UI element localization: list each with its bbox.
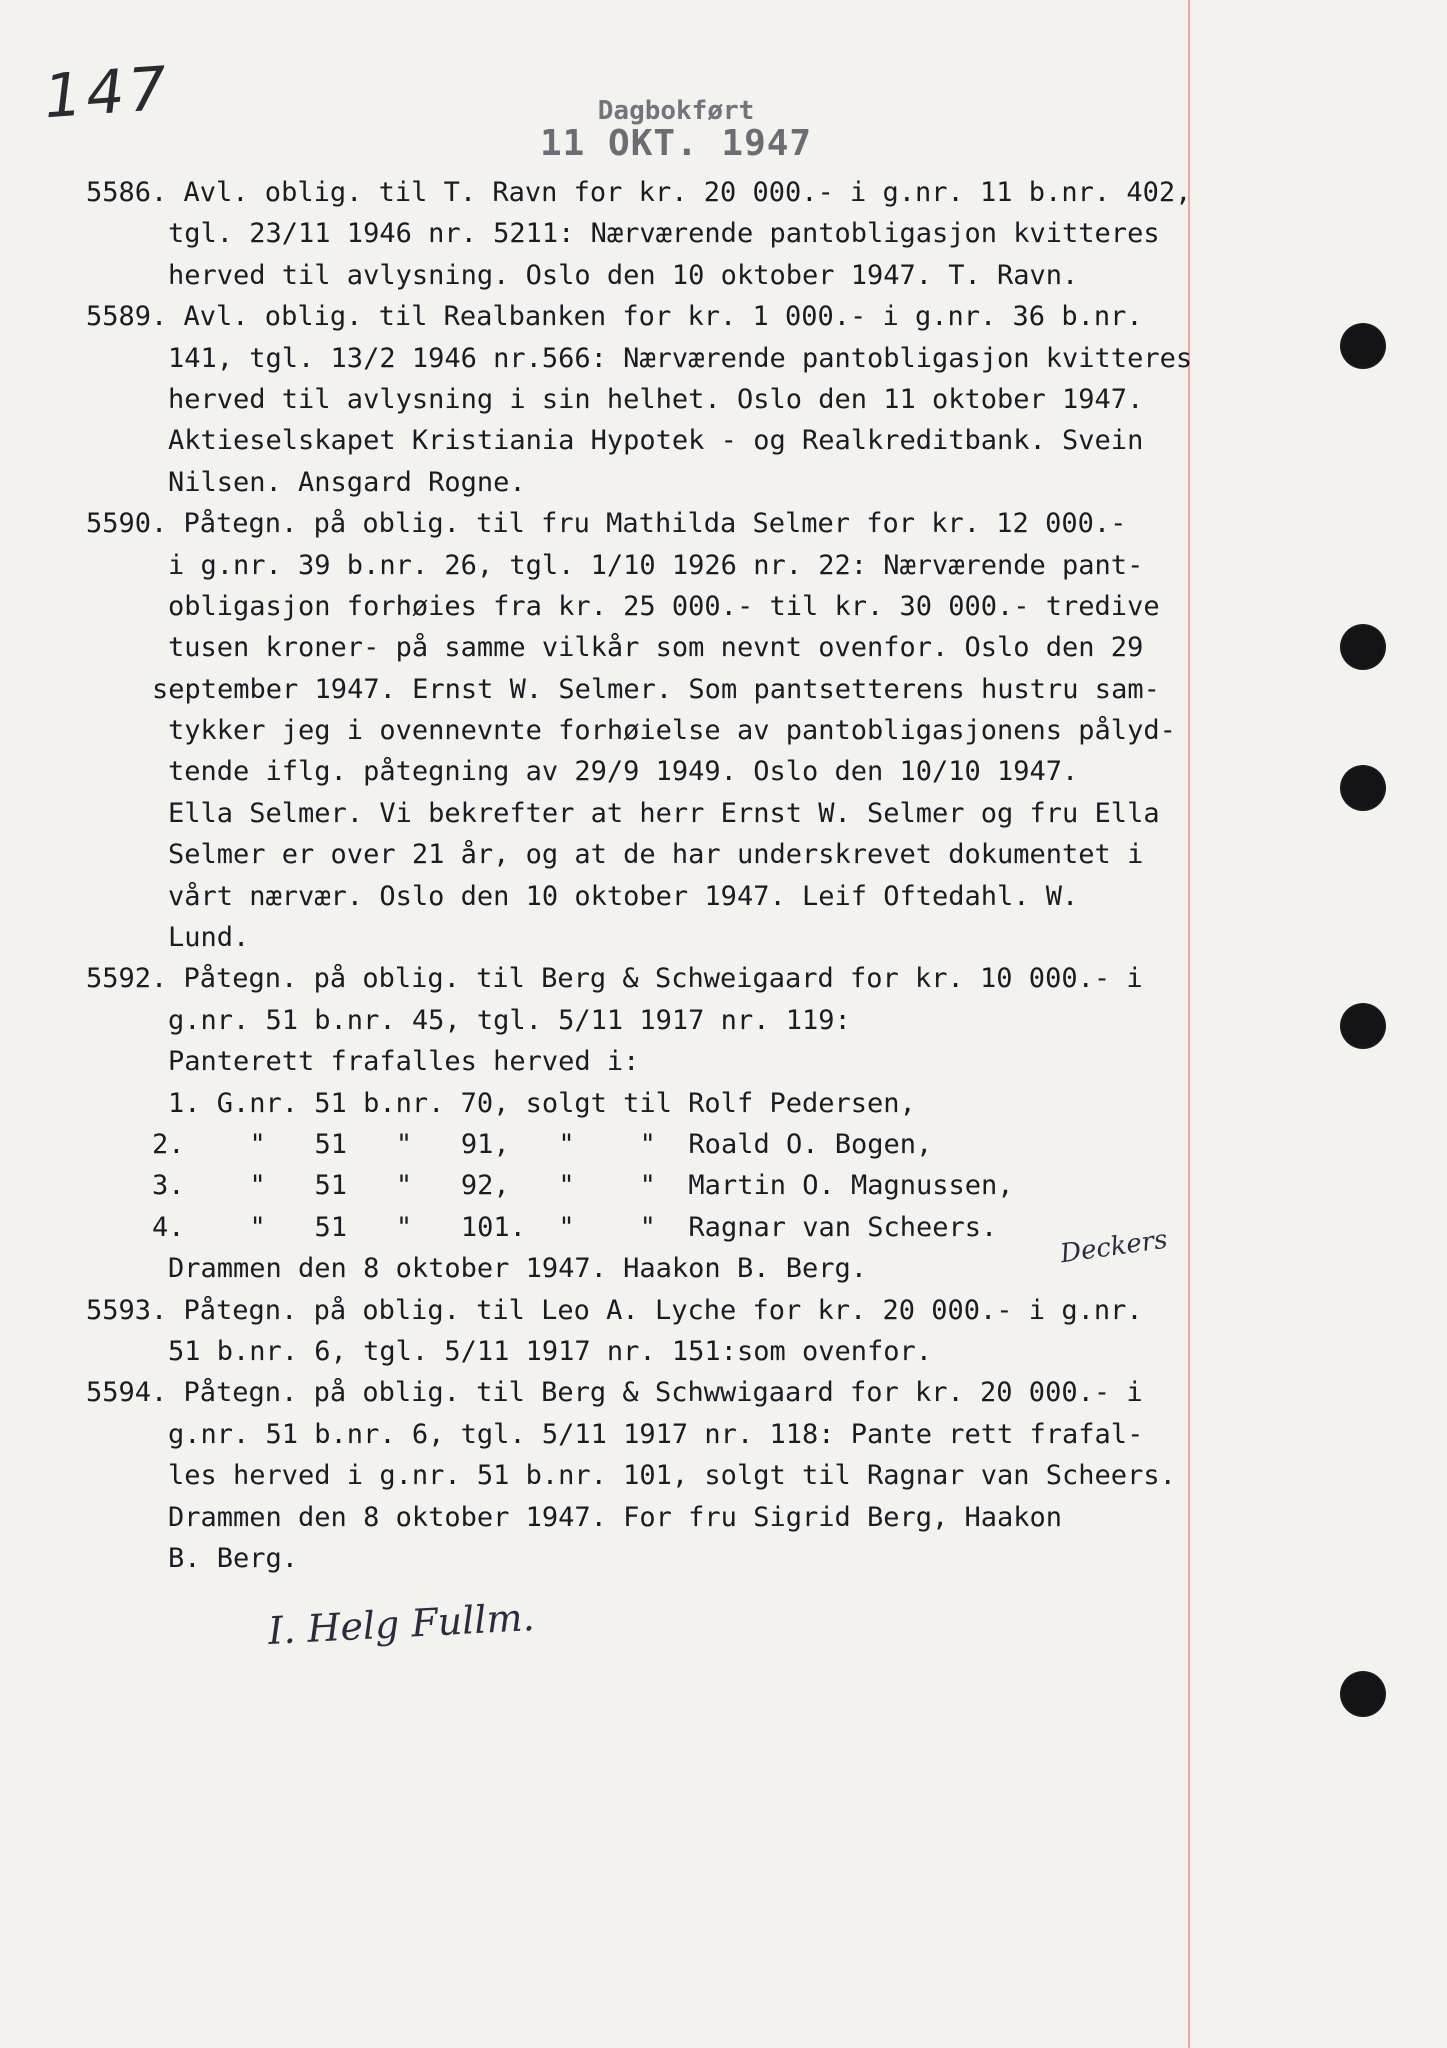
entry-5589: [86, 296, 1246, 503]
entry-line: september 1947. Ernst W. Selmer. Som pantsetterens hustru sam-: [152, 673, 1160, 705]
entry-line: 51 b.nr. 6, tgl. 5/11 1917 nr. 151:som ovenfor.: [168, 1335, 933, 1367]
entry-5594: [86, 1372, 1246, 1579]
entry-line: 141, tgl. 13/2 1946 nr.566: Nærværende pantobligasjon kvitteres: [168, 342, 1193, 374]
page-number: 147: [41, 53, 173, 133]
entry-5590: [86, 503, 1246, 958]
entry-line: 4. " 51 " 101. " " Ragnar van Scheers.: [152, 1211, 998, 1243]
entry-line: B. Berg.: [168, 1542, 299, 1574]
entry-line: obligasjon forhøies fra kr. 25 000.- til kr. 30 000.- tredive: [168, 590, 1160, 622]
entry-5593: [86, 1290, 1246, 1373]
entry-line: Ella Selmer. Vi bekrefter at herr Ernst W. Selmer og fru Ella: [168, 797, 1160, 829]
entry-line: les herved i g.nr. 51 b.nr. 101, solgt til Ragnar van Scheers.: [168, 1460, 1176, 1492]
punch-hole-icon: [1340, 765, 1386, 811]
punch-hole-icon: [1340, 1671, 1386, 1717]
entry-line: g.nr. 51 b.nr. 45, tgl. 5/11 1917 nr. 119:: [168, 1004, 851, 1036]
entry-line: Drammen den 8 oktober 1947. Haakon B. Berg.: [168, 1253, 867, 1285]
entry-line: Nilsen. Ansgard Rogne.: [168, 466, 526, 498]
entry-line: Selmer er over 21 år, og at de har underskrevet dokumentet i: [168, 839, 1144, 871]
handwritten-correction: Deckers: [1058, 1224, 1170, 1270]
entry-line: Panterett frafalles herved i:: [168, 1046, 640, 1078]
entry-line: 5586. Avl. oblig. til T. Ravn for kr. 20 000.- i g.nr. 11 b.nr. 402,: [86, 177, 1192, 208]
entry-line: herved til avlysning i sin helhet. Oslo den 11 oktober 1947.: [168, 383, 1144, 415]
entry-line: 5593. Påtegn. på oblig. til Leo A. Lyche for kr. 20 000.- i g.nr.: [86, 1294, 1143, 1326]
stamp-line-1: Dagbokført: [597, 96, 755, 126]
entry-line: tende iflg. påtegning av 29/9 1949. Oslo den 10/10 1947.: [168, 756, 1079, 788]
punch-hole-icon: [1340, 323, 1386, 369]
entry-line: 5590. Påtegn. på oblig. til fru Mathilda Selmer for kr. 12 000.-: [86, 508, 1127, 540]
entry-line: g.nr. 51 b.nr. 6, tgl. 5/11 1917 nr. 118: Pante rett frafal-: [168, 1418, 1144, 1450]
entry-line: 2. " 51 " 91, " " Roald O. Bogen,: [152, 1128, 933, 1160]
entry-line: Aktieselskapet Kristiania Hypotek - og Realkreditbank. Svein: [168, 425, 1144, 457]
entry-line: 5589. Avl. oblig. til Realbanken for kr. 1 000.- i g.nr. 36 b.nr.: [86, 301, 1143, 333]
entry-line: tgl. 23/11 1946 nr. 5211: Nærværende pantobligasjon kvitteres: [168, 218, 1160, 250]
entry-5586: [86, 172, 1246, 296]
entry-line: i g.nr. 39 b.nr. 26, tgl. 1/10 1926 nr. 22: Nærværende pant-: [168, 549, 1144, 581]
stamp-line-2: 11 OKT. 1947: [540, 123, 813, 165]
punch-hole-icon: [1340, 1003, 1386, 1049]
entry-line: 5594. Påtegn. på oblig. til Berg & Schwwigaard for kr. 20 000.- i: [86, 1377, 1143, 1409]
entry-line: 1. G.nr. 51 b.nr. 70, solgt til Rolf Pedersen,: [168, 1087, 916, 1119]
handwritten-signature: I. Helg Fullm.: [267, 1595, 536, 1653]
date-stamp: [540, 98, 812, 163]
punch-hole-icon: [1340, 624, 1386, 670]
entry-line: tykker jeg i ovennevnte forhøielse av pantobligasjonens pålyd-: [168, 715, 1176, 747]
entry-line: tusen kroner- på samme vilkår som nevnt ovenfor. Oslo den 29: [168, 632, 1144, 664]
entry-line: 3. " 51 " 92, " " Martin O. Magnussen,: [152, 1170, 1014, 1202]
entry-line: Drammen den 8 oktober 1947. For fru Sigrid Berg, Haakon: [168, 1501, 1063, 1533]
entry-line: vårt nærvær. Oslo den 10 oktober 1947. Leif Oftedahl. W.: [168, 880, 1079, 912]
entry-line: 5592. Påtegn. på oblig. til Berg & Schweigaard for kr. 10 000.- i: [86, 963, 1143, 995]
entry-line: Lund.: [168, 922, 250, 954]
entries: [86, 172, 1246, 1579]
entry-line: herved til avlysning. Oslo den 10 oktober 1947. T. Ravn.: [168, 259, 1079, 291]
